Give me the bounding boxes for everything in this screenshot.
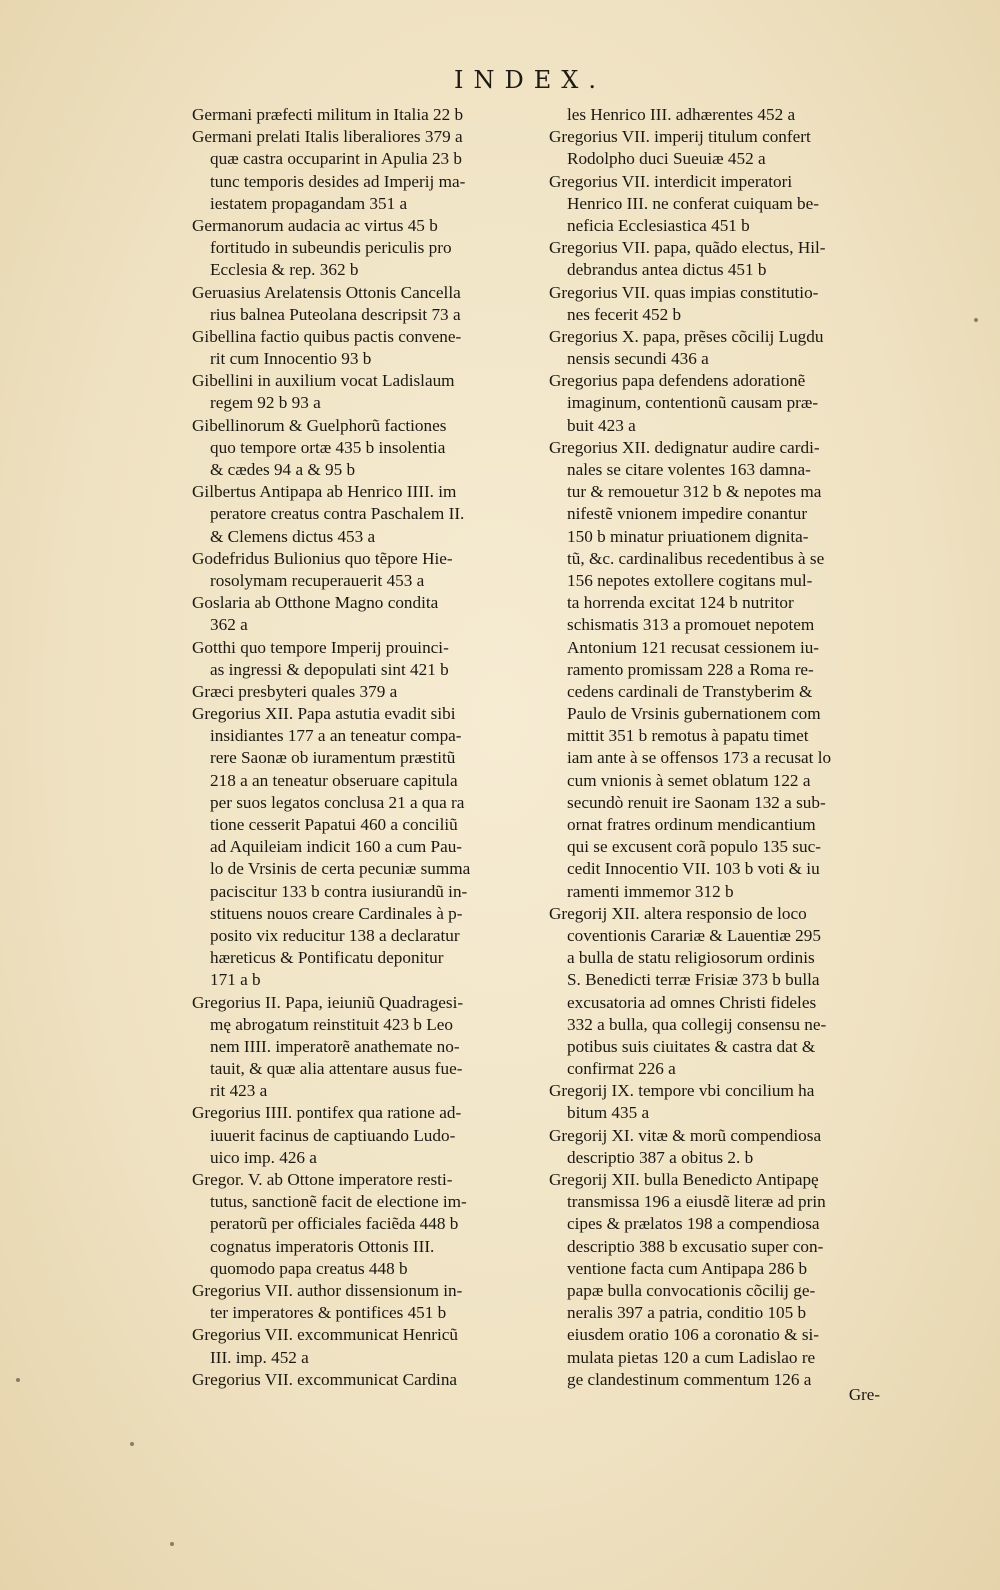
index-line: as ingressi & depopulati sint 421 b <box>210 659 449 679</box>
index-line: secundò renuit ire Saonam 132 a sub- <box>567 792 826 812</box>
index-line: Godefridus Bulionius quo tẽpore Hie- <box>192 548 453 568</box>
index-line: rosolymam recuperauerit 453 a <box>210 570 425 590</box>
index-line: per suos legatos conclusa 21 a qua ra <box>210 792 465 812</box>
index-line: Germani prelati Italis liberaliores 379 a <box>192 127 463 147</box>
index-line: ramenti immemor 312 b <box>567 881 734 901</box>
index-line: excusatoria ad omnes Christi fideles <box>567 992 817 1012</box>
index-line: Gregorij XII. bulla Benedicto Antipapę <box>549 1170 819 1189</box>
index-line: potibus suis ciuitates & castra dat & <box>567 1036 816 1056</box>
right-index-column <box>549 104 885 1391</box>
index-line: cedens cardinali de Transtyberim & <box>567 681 813 701</box>
index-line: fortitudo in subeundis periculis pro <box>210 238 452 258</box>
index-line: 150 b minatur priuationem dignita- <box>567 526 809 546</box>
index-line: Antonium 121 recusat cessionem iu- <box>567 637 820 657</box>
index-line: nensis secundi 436 a <box>567 349 709 369</box>
index-line: Gregor. V. ab Ottone imperatore resti- <box>192 1170 453 1189</box>
index-line: Gregorius X. papa, prẽses cõcilij Lugdu <box>549 326 824 346</box>
index-line: confirmat 226 a <box>567 1059 676 1079</box>
index-line: insidiantes 177 a an teneatur compa- <box>210 726 462 746</box>
index-line: ventione facta cum Antipapa 286 b <box>567 1258 808 1278</box>
index-line: Gotthi quo tempore Imperij prouinci- <box>192 637 449 657</box>
index-line: nifestẽ vnionem impedire conantur <box>567 504 808 524</box>
index-line: Gregorij XI. vitæ & morũ compendiosa <box>549 1125 822 1145</box>
index-line: Gregorius papa defendens adorationẽ <box>549 371 806 391</box>
index-line: tur & remouetur 312 b & nepotes ma <box>567 482 822 502</box>
catchword: Gre- <box>848 1385 880 1404</box>
index-line: buit 423 a <box>567 415 636 435</box>
index-line: Henrico III. ne conferat cuiquam be- <box>567 193 819 213</box>
page-header: INDEX. <box>454 66 606 94</box>
index-line: Geruasius Arelatensis Ottonis Cancella <box>192 282 461 302</box>
index-line: 332 a bulla, qua collegij consensu ne- <box>567 1014 827 1034</box>
index-line: ornat fratres ordinum mendicantium <box>567 815 816 834</box>
index-line: Gregorius VII. excommunicat Cardina <box>192 1369 458 1389</box>
index-line: Ecclesia & rep. 362 b <box>210 260 359 280</box>
ink-speck <box>974 318 978 322</box>
index-line: Gregorius VII. author dissensionum in- <box>192 1280 463 1300</box>
ink-speck <box>170 1542 174 1546</box>
index-line: lo de Vrsinis de certa pecuniæ summa <box>210 859 471 879</box>
index-line: coventionis Carariæ & Lauentiæ 295 <box>567 925 821 945</box>
index-line: tunc temporis desides ad Imperij ma- <box>210 171 466 191</box>
left-index-column <box>192 104 528 1391</box>
index-line: Germani præfecti militum in Italia 22 b <box>192 105 464 124</box>
index-line: 156 nepotes extollere cogitans mul- <box>567 570 813 590</box>
index-line: & Clemens dictus 453 a <box>210 526 376 546</box>
index-line: nes fecerit 452 b <box>567 304 682 324</box>
index-line: Gregorius XII. Papa astutia evadit sibi <box>192 704 456 724</box>
index-line: stituens nouos creare Cardinales à p- <box>210 903 463 923</box>
index-line: Gilbertus Antipapa ab Henrico IIII. im <box>192 482 457 502</box>
index-line: quomodo papa creatus 448 b <box>210 1258 408 1278</box>
index-line: Gibellini in auxilium vocat Ladislaum <box>192 371 455 391</box>
index-line: Rodolpho duci Sueuiæ 452 a <box>567 149 766 169</box>
index-line: ta horrenda excitat 124 b nutritor <box>567 593 794 613</box>
index-line: cipes & prælatos 198 a compendiosa <box>567 1214 820 1234</box>
index-line: imaginum, contentionũ causam præ- <box>567 393 819 413</box>
index-line: Gregorius VII. interdicit imperatori <box>549 171 793 191</box>
index-line: Græci presbyteri quales 379 a <box>192 681 398 701</box>
index-line: cum vnionis à semet oblatum 122 a <box>567 770 811 790</box>
ink-speck <box>16 1378 20 1382</box>
index-line: nem IIII. imperatorẽ anathemate no- <box>210 1036 460 1056</box>
index-line: & cædes 94 a & 95 b <box>210 460 356 479</box>
index-line: neralis 397 a patria, conditio 105 b <box>567 1303 807 1323</box>
index-line: tũ, &c. cardinalibus recedentibus à se <box>567 548 825 568</box>
index-line: iestatem propagandam 351 a <box>210 193 408 213</box>
index-line: debrandus antea dictus 451 b <box>567 260 767 280</box>
index-line: cedit Innocentio VII. 103 b voti & iu <box>567 859 820 879</box>
index-line: transmissa 196 a eiusdẽ literæ ad prin <box>567 1192 826 1212</box>
index-line: mulata pietas 120 a cum Ladislao re <box>567 1347 816 1367</box>
index-line: papæ bulla convocationis cõcilij ge- <box>567 1280 816 1300</box>
index-line: paciscitur 133 b contra iusiurandũ in- <box>210 881 468 901</box>
index-line: peratorũ per officiales faciẽda 448 b <box>210 1214 459 1234</box>
index-line: 218 a an teneatur obseruare capitula <box>210 770 458 790</box>
index-line: descriptio 388 b excusatio super con- <box>567 1236 824 1256</box>
index-line: rit cum Innocentio 93 b <box>210 349 372 369</box>
index-line: tauit, & quæ alia attentare ausus fue- <box>210 1059 463 1079</box>
index-line: rit 423 a <box>210 1081 268 1101</box>
index-line: tutus, sanctionẽ facit de electione im- <box>210 1192 467 1212</box>
index-line: Gregorius XII. dedignatur audire cardi- <box>549 437 820 457</box>
index-line: mittit 351 b remotus à papatu timet <box>567 726 809 746</box>
index-line: cognatus imperatoris Ottonis III. <box>210 1236 435 1256</box>
index-line: ad Aquileiam indicit 160 a cum Pau- <box>210 837 463 857</box>
index-line: rere Saonæ ob iuramentum præstitũ <box>210 748 456 768</box>
index-line: Gregorius VII. quas impias constitutio- <box>549 282 819 302</box>
index-line: regem 92 b 93 a <box>210 393 321 413</box>
index-line: tione cesserit Papatui 460 a conciliũ <box>210 815 458 834</box>
index-line: 362 a <box>210 615 248 635</box>
index-line: posito vix reducitur 138 a declaratur <box>210 925 460 945</box>
index-line: hæreticus & Pontificatu deponitur <box>210 948 444 968</box>
index-line: Gregorius IIII. pontifex qua ratione ad- <box>192 1103 462 1123</box>
index-line: S. Benedicti terræ Frisiæ 373 b bulla <box>567 970 820 990</box>
index-line: uico imp. 426 a <box>210 1147 317 1167</box>
index-line: Gregorij XII. altera responsio de loco <box>549 903 807 923</box>
index-line: bitum 435 a <box>567 1103 650 1123</box>
index-line: iam ante à se offensos 173 a recusat lo <box>567 748 832 768</box>
index-line: Gibellinorum & Guelphorũ factiones <box>192 415 447 435</box>
index-line: quæ castra occuparint in Apulia 23 b <box>210 149 463 169</box>
index-line: eiusdem oratio 106 a coronatio & si- <box>567 1325 820 1345</box>
index-line: a bulla de statu religiosorum ordinis <box>567 948 815 968</box>
index-line: Gregorius VII. imperij titulum confert <box>549 127 811 147</box>
index-line: Gregorius VII. excommunicat Henricũ <box>192 1325 459 1345</box>
index-line: Germanorum audacia ac virtus 45 b <box>192 215 438 235</box>
index-line: descriptio 387 a obitus 2. b <box>567 1147 754 1167</box>
index-line: neficia Ecclesiastica 451 b <box>567 215 750 235</box>
index-line: quo tempore ortæ 435 b insolentia <box>210 437 446 457</box>
index-line: les Henrico III. adhærentes 452 a <box>567 105 796 124</box>
index-line: qui se excusent corã populo 135 suc- <box>567 837 821 857</box>
index-line: ramento promissam 228 a Roma re- <box>567 659 814 679</box>
index-line: ter imperatores & pontifices 451 b <box>210 1303 447 1323</box>
index-line: Paulo de Vrsinis gubernationem com <box>567 704 821 724</box>
index-line: rius balnea Puteolana descripsit 73 a <box>210 304 461 324</box>
ink-speck <box>130 1442 134 1446</box>
index-line: Gregorij IX. tempore vbi concilium ha <box>549 1081 815 1101</box>
index-line: Goslaria ab Otthone Magno condita <box>192 593 439 613</box>
index-line: schismatis 313 a promouet nepotem <box>567 615 815 635</box>
index-line: peratore creatus contra Paschalem II. <box>210 504 465 524</box>
index-line: ge clandestinum commentum 126 a <box>567 1369 812 1389</box>
index-line: 171 a b <box>210 970 261 990</box>
index-line: nales se citare volentes 163 damna- <box>567 460 811 479</box>
index-line: iuuerit facinus de captiuando Ludo- <box>210 1125 456 1145</box>
index-line: Gregorius VII. papa, quãdo electus, Hil- <box>549 238 826 258</box>
index-line: Gregorius II. Papa, ieiuniũ Quadragesi- <box>192 992 464 1012</box>
index-line: mę abrogatum reinstituit 423 b Leo <box>210 1014 453 1034</box>
index-line: III. imp. 452 a <box>210 1347 309 1367</box>
index-line: Gibellina factio quibus pactis convene- <box>192 326 462 346</box>
